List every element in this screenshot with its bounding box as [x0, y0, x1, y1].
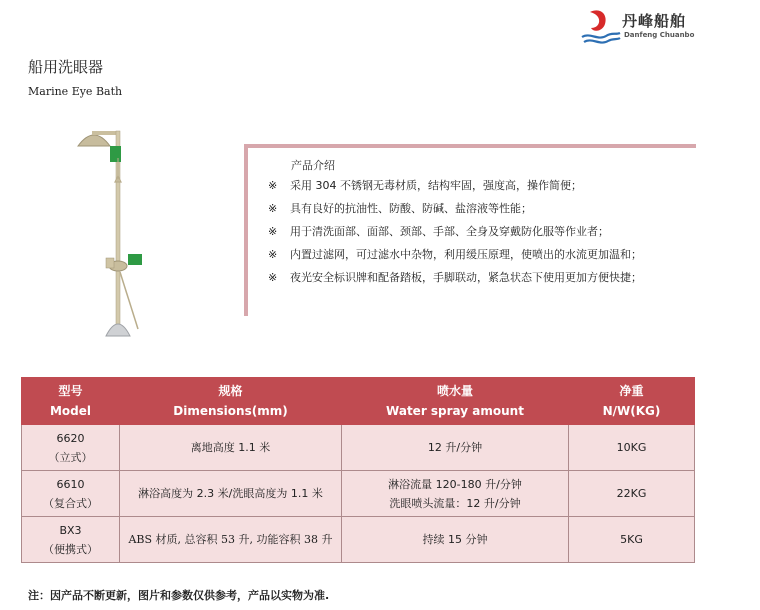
cell-model: BX3 （便携式）: [22, 517, 120, 563]
intro-divider-horizontal: [246, 144, 696, 148]
cell-weight: 5KG: [569, 517, 695, 563]
brand-name-en: Danfeng Chuanbo: [624, 31, 695, 39]
feature-text: 用于清洗面部、面部、颈部、手部、全身及穿戴防化服等作业者；: [290, 225, 609, 238]
feature-text: 具有良好的抗油性、防酸、防碱、盐溶液等性能；: [290, 202, 532, 215]
brand-logo-icon: [578, 4, 622, 48]
table-row: [22, 517, 695, 563]
feature-text: 内置过滤网，可过滤水中杂物，利用缓压原理，使喷出的水流更加温和；: [290, 248, 642, 261]
cell-spray: 淋浴流量 120-180 升/分钟 洗眼喷头流量：12 升/分钟: [342, 471, 569, 517]
feature-item: [268, 178, 642, 201]
cell-spray: 持续 15 分钟: [342, 517, 569, 563]
header-model: 型号 Model: [22, 378, 120, 425]
product-title-en: Marine Eye Bath: [28, 85, 123, 98]
feature-list: [268, 178, 642, 293]
header-weight: 净重 N/W(KG): [569, 378, 695, 425]
table-row: [22, 471, 695, 517]
intro-title: 产品介绍: [291, 159, 335, 172]
reference-mark-icon: ※: [268, 179, 278, 192]
cell-model: 6620 （立式）: [22, 425, 120, 471]
brand-logo: [578, 4, 718, 48]
reference-mark-icon: ※: [268, 225, 278, 238]
cell-weight: 10KG: [569, 425, 695, 471]
feature-item: [268, 270, 642, 293]
disclaimer-note: 注：因产品不断更新，图片和参数仅供参考，产品以实物为准.: [28, 589, 330, 602]
cell-model: 6610 （复合式）: [22, 471, 120, 517]
reference-mark-icon: ※: [268, 248, 278, 261]
cell-dimensions: 离地高度 1.1 米: [120, 425, 342, 471]
cell-dimensions: 淋浴高度为 2.3 米/洗眼高度为 1.1 米: [120, 471, 342, 517]
feature-text: 夜光安全标识牌和配备踏板，手脚联动，紧急状态下使用更加方便快捷；: [290, 271, 642, 284]
reference-mark-icon: ※: [268, 271, 278, 284]
cell-spray: 12 升/分钟: [342, 425, 569, 471]
feature-item: [268, 247, 642, 270]
brand-name-cn: 丹峰船舶: [622, 12, 687, 30]
table-row: [22, 425, 695, 471]
eye-wash-station-image: [72, 124, 164, 346]
product-title-cn: 船用洗眼器: [28, 58, 104, 76]
reference-mark-icon: ※: [268, 202, 278, 215]
feature-text: 采用 304 不锈钢无毒材质，结构牢固，强度高，操作简便；: [290, 179, 582, 192]
spec-table: [21, 377, 695, 563]
intro-divider-vertical: [244, 144, 248, 316]
cell-weight: 22KG: [569, 471, 695, 517]
header-spray: 喷水量 Water spray amount: [342, 378, 569, 425]
table-header-row: [22, 378, 695, 425]
cell-dimensions: ABS 材质, 总容积 53 升, 功能容积 38 升: [120, 517, 342, 563]
feature-item: [268, 201, 642, 224]
header-dimensions: 规格 Dimensions(mm): [120, 378, 342, 425]
feature-item: [268, 224, 642, 247]
